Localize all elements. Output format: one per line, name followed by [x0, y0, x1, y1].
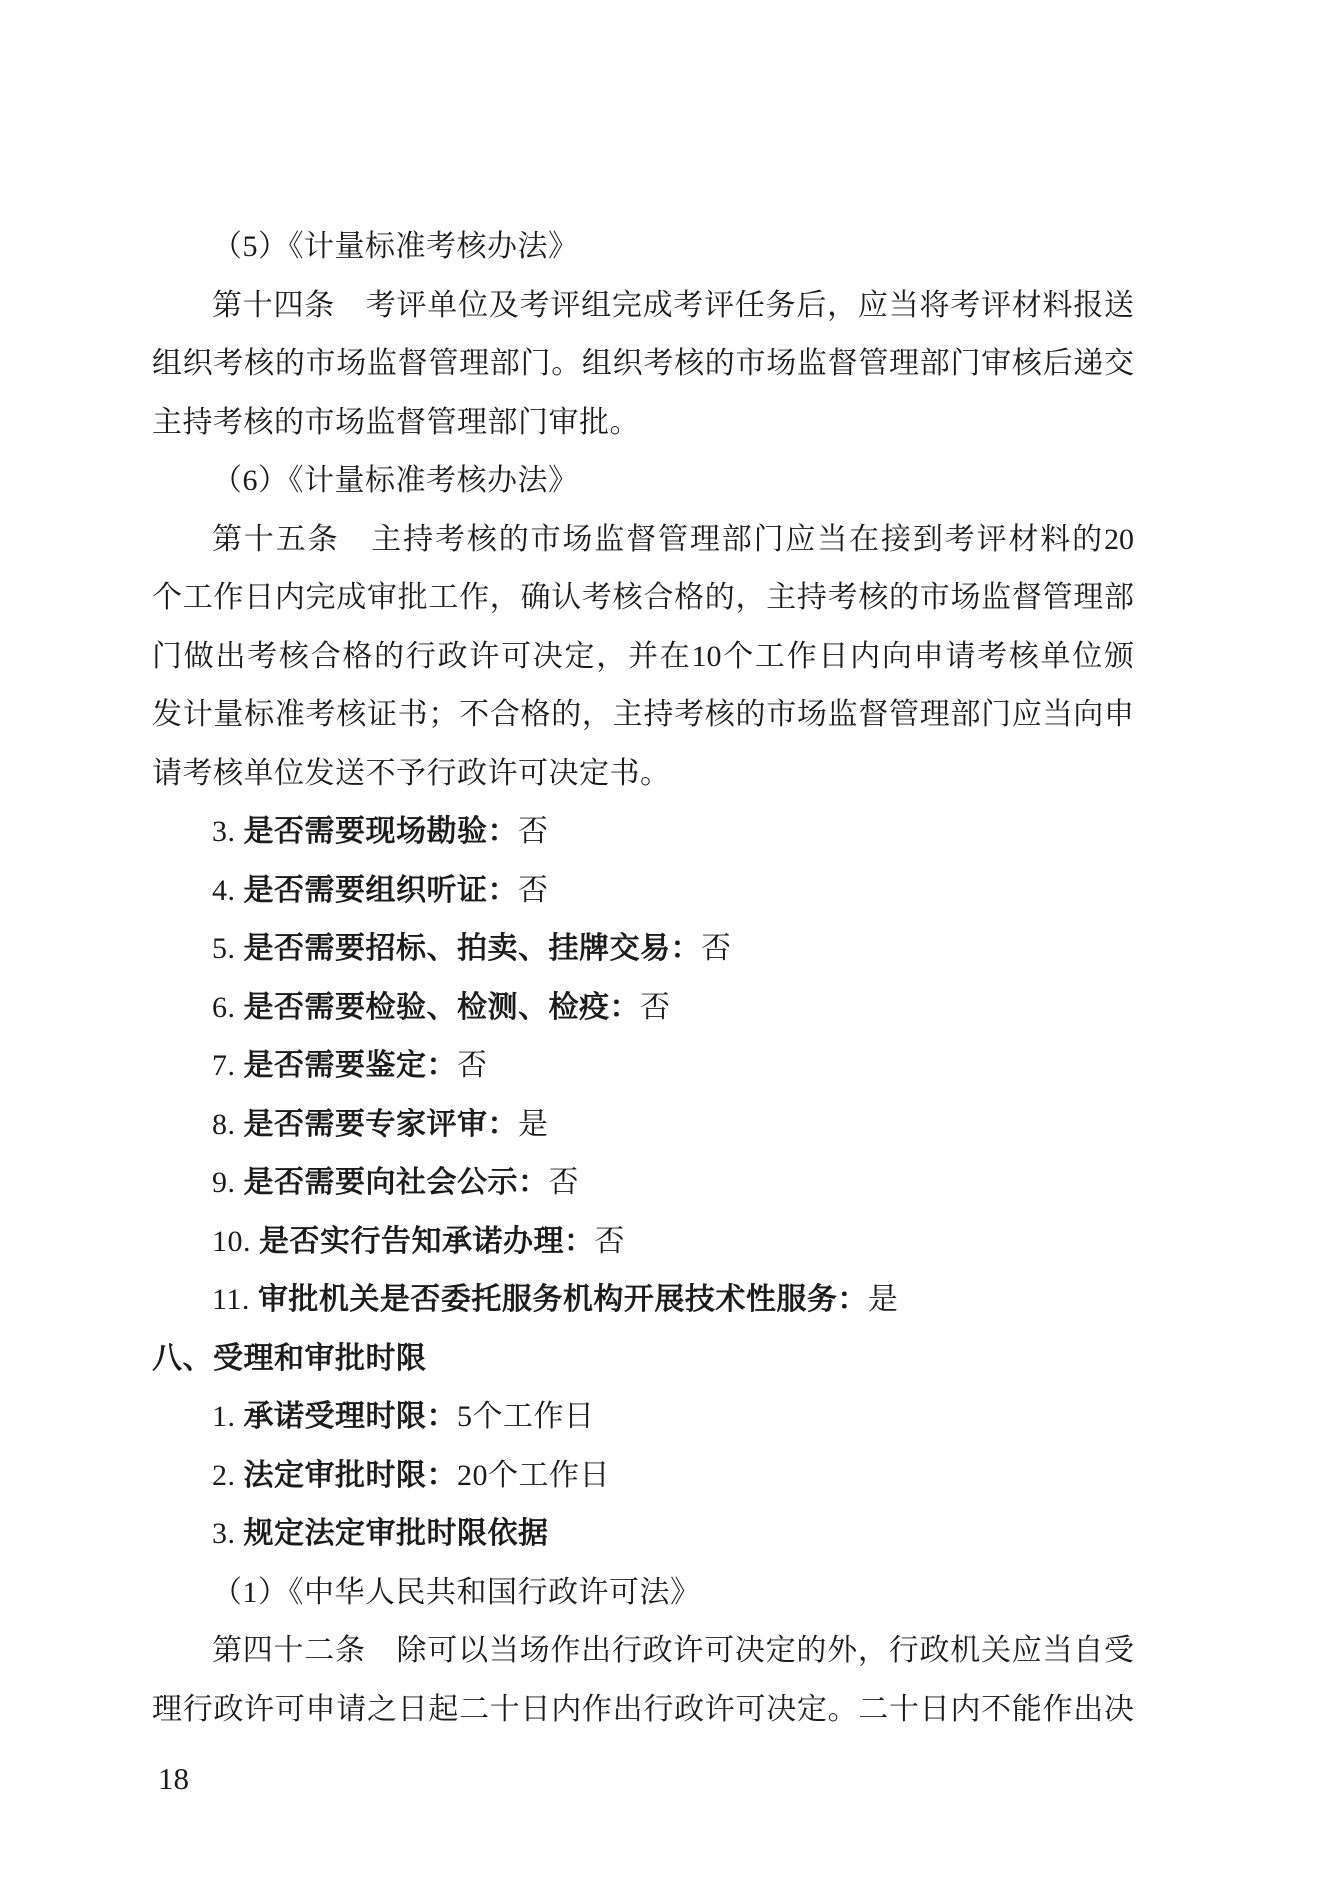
article-15-line-3 — [152, 628, 1134, 687]
item-8-expert-review — [152, 1096, 1134, 1155]
body-text: （1）《中华人民共和国行政许可法》 — [212, 1575, 701, 1609]
body-text: 5个工作日 — [457, 1400, 595, 1433]
bold-label-text: 法定审批时限： — [243, 1458, 457, 1492]
item-6-testing — [152, 979, 1134, 1038]
body-text: 6. — [212, 990, 244, 1024]
body-text: 请考核单位发送不予行政许可决定书。 — [152, 756, 671, 790]
article-14-line-3 — [152, 394, 1134, 453]
body-text: 否 — [640, 990, 671, 1024]
clause-ref-1-law — [152, 1564, 1134, 1623]
section-8-heading — [152, 1330, 1134, 1389]
bold-label-text: 是否需要招标、拍卖、挂牌交易： — [243, 932, 701, 965]
body-text: 7. — [212, 1049, 244, 1082]
article-14-line-1 — [152, 277, 1134, 336]
document-content — [152, 218, 1134, 1739]
body-text: 理行政许可申请之日起二十日内作出行政许可决定。二十日内不能作出决 — [152, 1692, 1134, 1726]
bold-label-text: 是否需要鉴定： — [243, 1049, 457, 1082]
body-text: 4. — [212, 873, 244, 907]
body-text: 个工作日内完成审批工作，确认考核合格的，主持考核的市场监督管理部 — [152, 581, 1134, 614]
article-14-line-2 — [152, 335, 1134, 394]
body-text: 组织考核的市场监督管理部门。组织考核的市场监督管理部门审核后递交 — [152, 347, 1134, 380]
page-number: 18 — [158, 1761, 189, 1796]
body-text: 第十五条 主持考核的市场监督管理部门应当在接到考评材料的20 — [212, 522, 1134, 556]
bold-label-text: 八、受理和审批时限 — [152, 1341, 427, 1375]
item-5-bidding — [152, 920, 1134, 979]
body-text: 是 — [867, 1283, 899, 1316]
bold-label-text: 是否需要专家评审： — [243, 1107, 518, 1141]
item-11-delegated-service — [152, 1271, 1134, 1330]
bold-label-text: 是否需要现场勘验： — [243, 815, 518, 848]
bold-label-text: 是否需要组织听证： — [243, 873, 518, 907]
body-text: 1. — [212, 1400, 244, 1433]
body-text: 否 — [701, 932, 732, 965]
article-42-line-2 — [152, 1681, 1134, 1740]
body-text: 2. — [212, 1458, 244, 1492]
body-text: 8. — [212, 1107, 244, 1141]
article-15-line-4 — [152, 686, 1134, 745]
limit-item-3-basis — [152, 1505, 1134, 1564]
item-4-hearing — [152, 862, 1134, 921]
body-text: 发计量标准考核证书；不合格的，主持考核的市场监督管理部门应当向申 — [152, 698, 1134, 731]
item-7-appraisal — [152, 1037, 1134, 1096]
article-15-line-1 — [152, 511, 1134, 570]
body-text: 5. — [212, 932, 244, 965]
bold-label-text: 审批机关是否委托服务机构开展技术性服务： — [257, 1283, 868, 1316]
body-text: 否 — [594, 1224, 625, 1258]
body-text: 是 — [518, 1107, 549, 1141]
body-text: （5）《计量标准考核办法》 — [212, 230, 579, 263]
body-text: 20个工作日 — [457, 1458, 610, 1492]
limit-item-1-acceptance — [152, 1388, 1134, 1447]
body-text: 第十四条 考评单位及考评组完成考评任务后，应当将考评材料报送 — [212, 288, 1134, 322]
body-text: 9. — [212, 1166, 244, 1199]
body-text: 第四十二条 除可以当场作出行政许可决定的外，行政机关应当自受 — [212, 1634, 1134, 1667]
body-text: 主持考核的市场监督管理部门审批。 — [152, 405, 640, 439]
body-text: （6）《计量标准考核办法》 — [212, 464, 579, 497]
limit-item-2-statutory — [152, 1447, 1134, 1506]
clause-ref-6 — [152, 452, 1134, 511]
body-text: 否 — [457, 1049, 488, 1082]
item-10-commitment — [152, 1213, 1134, 1272]
body-text: 10. — [212, 1224, 259, 1258]
article-15-line-5 — [152, 745, 1134, 804]
body-text: 11. — [212, 1283, 258, 1316]
bold-label-text: 承诺受理时限： — [243, 1400, 457, 1433]
article-15-line-2 — [152, 569, 1134, 628]
article-42-line-1 — [152, 1622, 1134, 1681]
body-text: 3. — [212, 815, 244, 848]
body-text: 否 — [518, 815, 549, 848]
body-text: 否 — [518, 873, 549, 907]
body-text: 否 — [548, 1166, 579, 1199]
bold-label-text: 是否实行告知承诺办理： — [259, 1224, 595, 1258]
body-text: 3. — [212, 1517, 244, 1550]
bold-label-text: 是否需要向社会公示： — [243, 1166, 549, 1199]
bold-label-text: 是否需要检验、检测、检疫： — [243, 990, 640, 1024]
bold-label-text: 规定法定审批时限依据 — [243, 1517, 549, 1550]
item-3-site-inspection — [152, 803, 1134, 862]
body-text: 门做出考核合格的行政许可决定，并在10个工作日内向申请考核单位颁 — [152, 639, 1134, 673]
item-9-public-notice — [152, 1154, 1134, 1213]
clause-ref-5 — [152, 218, 1134, 277]
